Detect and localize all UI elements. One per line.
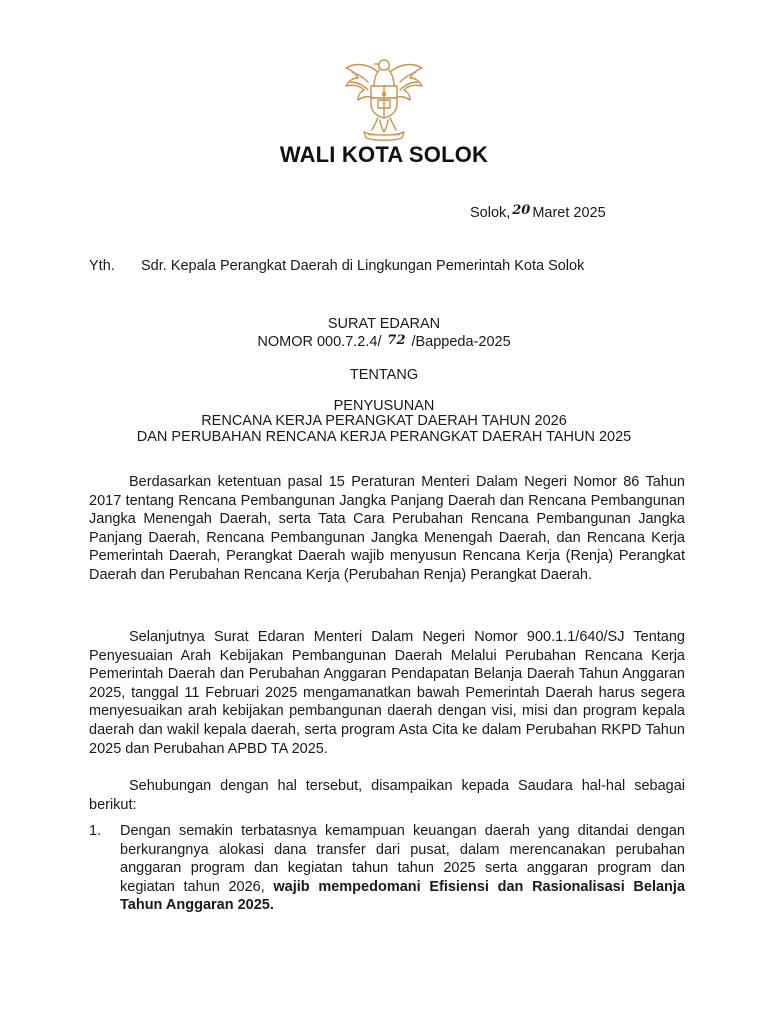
letter-type: SURAT EDARAN xyxy=(327,316,441,332)
subject-line-3: DAN PERUBAHAN RENCANA KERJA PERANGKAT DAERAH TAHUN 2025 xyxy=(136,429,632,445)
list-item xyxy=(89,822,685,915)
list-item-plain-text: Dengan semakin terbatasnya kemampuan keuangan daerah yang ditandai dengan berkurangnya alokasi dana transfer dari pusat, dalam merencanakan perubahan anggaran program dan kegiatan tahun tahun 2025 serta anggaran program dan kegiatan tahun 2026, xyxy=(120,823,685,895)
list-item-bold-text: wajib mempedomani Efisiensi dan Rasionalisasi Belanja Tahun Anggaran 2025. xyxy=(120,878,686,914)
body-paragraph-2: Selanjutnya Surat Edaran Menteri Dalam Negeri Nomor 900.1.1/640/SJ Tentang Penyesuaian Arah Kebijakan Pembangunan Daerah Melalui Perubahan Rencana Kerja Pemerintah Daerah dan Perubahan Anggaran Pendapatan Belanja Daerah Tahun Anggaran 2025, tanggal 11 Februari 2025 mengamanatkan bawah Pemerintah Daerah harus segera menyesuaikan arah kebijakan pembangunan daerah dengan visi, misi dan program kepala daerah dan wakil kepala daerah, serta program Asta Cita ke dalam Perubahan RKPD Tahun 2025 dan Perubahan APBD TA 2025. xyxy=(89,629,685,757)
letter-number-suffix: /Bappeda-2025 xyxy=(411,334,511,350)
body-paragraph-1: Berdasarkan ketentuan pasal 15 Peraturan Menteri Dalam Negeri Nomor 86 Tahun 2017 tentang Rencana Pembangunan Jangka Panjang Daerah dan Rencana Pembangunan Jangka Menengah Daerah, serta Tata Cara Perubahan Rencana Pembangunan Jangka Panjang Daerah, Rencana Pembangunan Jangka Menengah Daerah, dan Rencana Kerja Pemerintah Daerah, Perangkat Daerah wajib menyusun Rencana Kerja (Renja) Perangkat Daerah dan Perubahan Rencana Kerja (Perubahan Renja) Perangkat Daerah. xyxy=(89,474,685,583)
recipient-line xyxy=(89,258,584,274)
body-paragraph-3: Sehubungan dengan hal tersebut, disampaikan kepada Saudara hal-hal sebagai berikut: xyxy=(89,778,685,813)
letter-date xyxy=(470,205,606,221)
letter-number xyxy=(0,334,768,350)
date-month-year: Maret 2025 xyxy=(532,205,606,221)
list-item-text xyxy=(120,822,685,915)
recipient-text: Sdr. Kepala Perangkat Daerah di Lingkungan Pemerintah Kota Solok xyxy=(141,258,585,274)
garuda-emblem-icon xyxy=(338,52,430,144)
subject-line-2: RENCANA KERJA PERANGKAT DAERAH TAHUN 2026 xyxy=(201,413,567,429)
letter-number-handwritten: 72 xyxy=(387,333,406,348)
list-item-number: 1. xyxy=(89,823,102,839)
tentang-heading: TENTANG xyxy=(349,367,419,383)
subject-line-1: PENYUSUNAN xyxy=(333,398,435,414)
date-place: Solok, xyxy=(470,205,511,221)
letter-number-prefix: NOMOR 000.7.2.4/ xyxy=(257,334,382,350)
date-handwritten-day: 20 xyxy=(512,203,531,218)
recipient-label: Yth. xyxy=(89,258,115,274)
page-title: WALI KOTA SOLOK xyxy=(279,142,489,167)
